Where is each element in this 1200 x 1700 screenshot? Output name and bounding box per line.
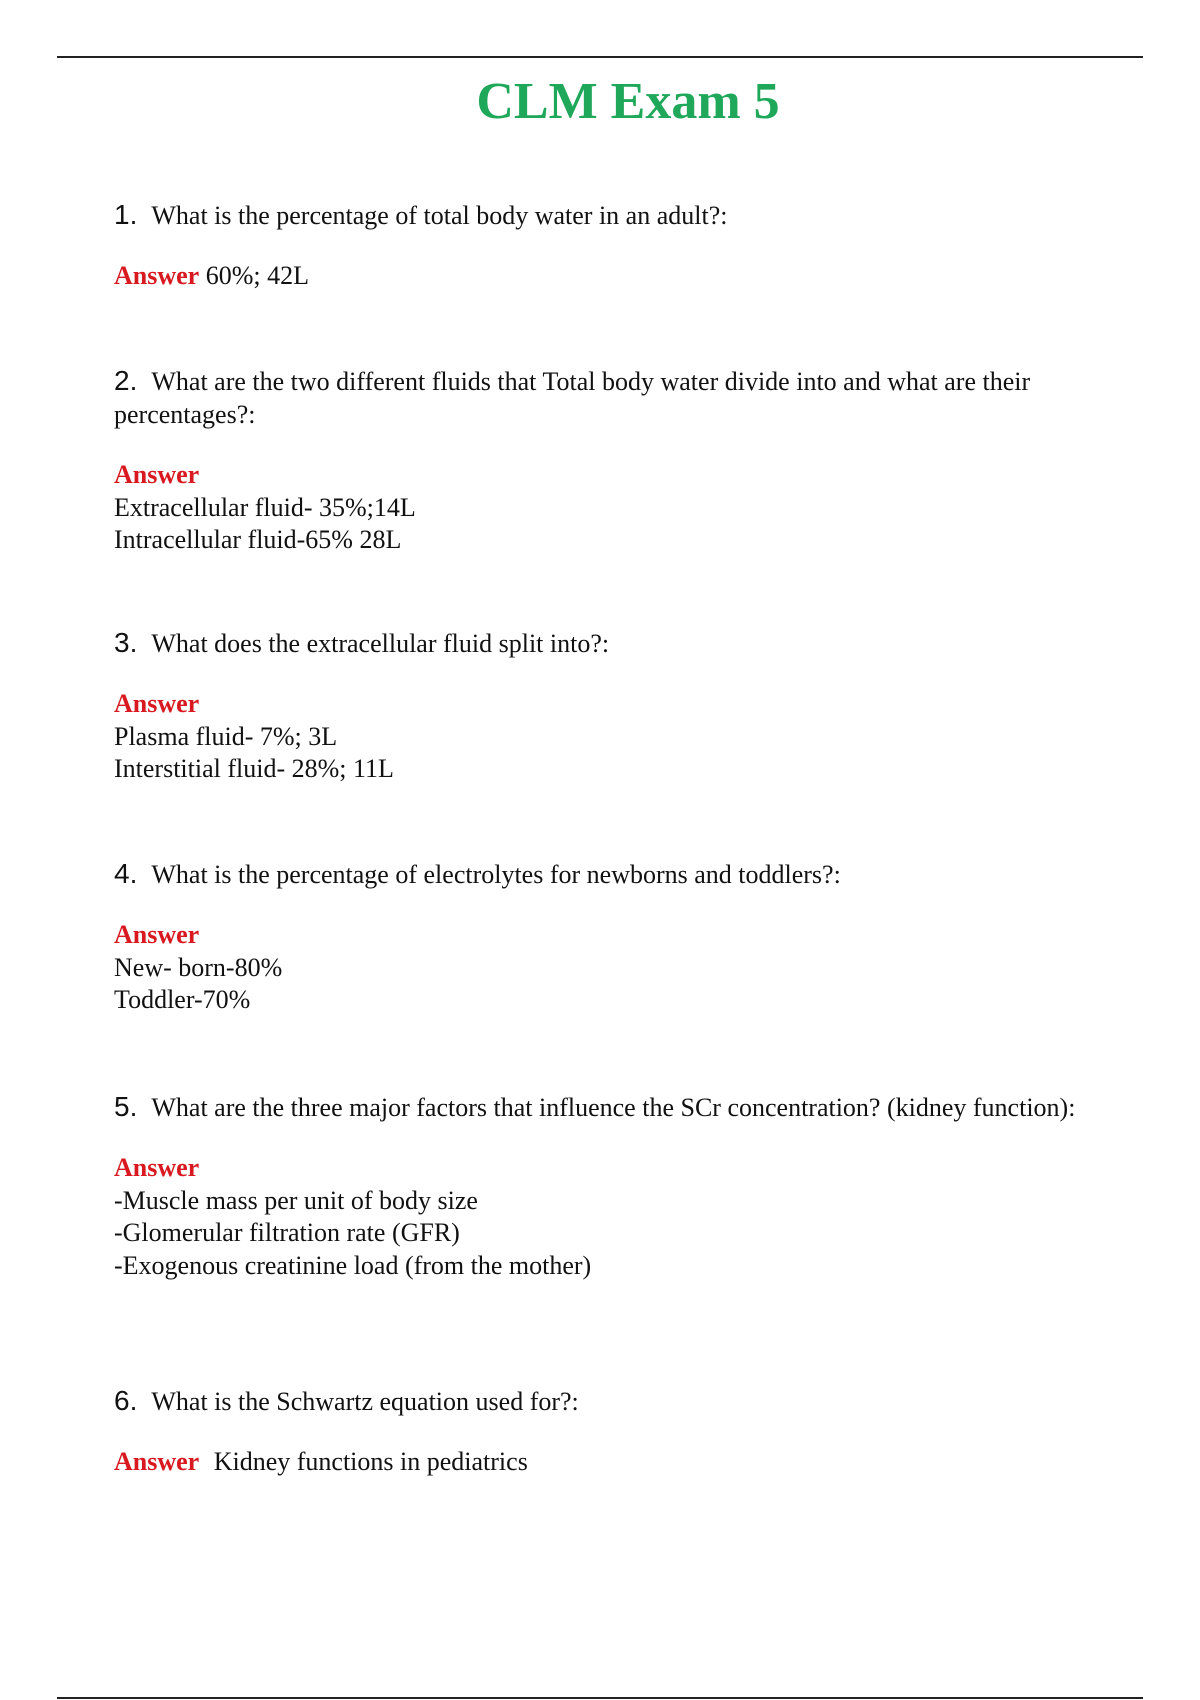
answer-6 (114, 1446, 1124, 1479)
qa-item-2 (114, 364, 1124, 557)
qa-item-1 (114, 198, 1124, 293)
question-text: What does the extracellular fluid split into?: (151, 629, 610, 658)
answer-line: -Glomerular filtration rate (GFR) (114, 1218, 460, 1247)
answer-label: Answer (114, 689, 200, 718)
answer-line: Toddler-70% (114, 985, 251, 1014)
question-3 (114, 626, 1124, 660)
answer-line: -Muscle mass per unit of body size (114, 1185, 478, 1215)
question-text: What is the Schwartz equation used for?: (151, 1387, 579, 1416)
question-6 (114, 1384, 1124, 1418)
question-text: What are the three major factors that influence the SCr concentration? (kidney function): (151, 1093, 1076, 1122)
question-number: 1. (114, 199, 138, 230)
answer-line: Intracellular fluid-65% 28L (114, 525, 402, 554)
answer-label: Answer (114, 1153, 200, 1182)
answer-line: Interstitial fluid- 28%; 11L (114, 754, 394, 783)
qa-item-3 (114, 626, 1124, 786)
question-number: 5. (114, 1091, 138, 1122)
question-2 (114, 364, 1124, 431)
question-1 (114, 198, 1124, 232)
question-number: 4. (114, 858, 138, 889)
answer-label: Answer (114, 1447, 200, 1476)
question-5 (114, 1090, 1124, 1124)
bottom-rule (57, 1697, 1143, 1699)
question-text: What is the percentage of total body water in an adult?: (151, 201, 728, 230)
answer-line: Extracellular fluid- 35%;14L (114, 492, 416, 522)
answer-text: Kidney functions in pediatrics (213, 1447, 528, 1476)
answer-line: Plasma fluid- 7%; 3L (114, 721, 338, 751)
top-rule (57, 56, 1143, 58)
question-4 (114, 857, 1124, 891)
answer-4 (114, 919, 1124, 1017)
answer-text: 60%; 42L (205, 261, 309, 290)
answer-3 (114, 688, 1124, 786)
qa-item-4 (114, 857, 1124, 1017)
question-number: 2. (114, 365, 138, 396)
page-title: CLM Exam 5 (476, 73, 780, 130)
answer-5 (114, 1152, 1124, 1282)
question-text: What is the percentage of electrolytes for newborns and toddlers?: (151, 860, 841, 889)
answer-line: -Exogenous creatinine load (from the mother) (114, 1250, 592, 1280)
qa-item-6 (114, 1384, 1124, 1479)
answer-2 (114, 459, 1124, 557)
question-text: What are the two different fluids that Total body water divide into and what are their percentages?: (114, 367, 1031, 429)
question-number: 3. (114, 627, 138, 658)
answer-1 (114, 260, 1124, 293)
answer-label: Answer (114, 920, 200, 949)
answer-label: Answer (114, 460, 200, 489)
qa-item-5 (114, 1090, 1124, 1282)
answer-label: Answer (114, 261, 200, 290)
question-number: 6. (114, 1385, 138, 1416)
answer-line: New- born-80% (114, 952, 283, 982)
